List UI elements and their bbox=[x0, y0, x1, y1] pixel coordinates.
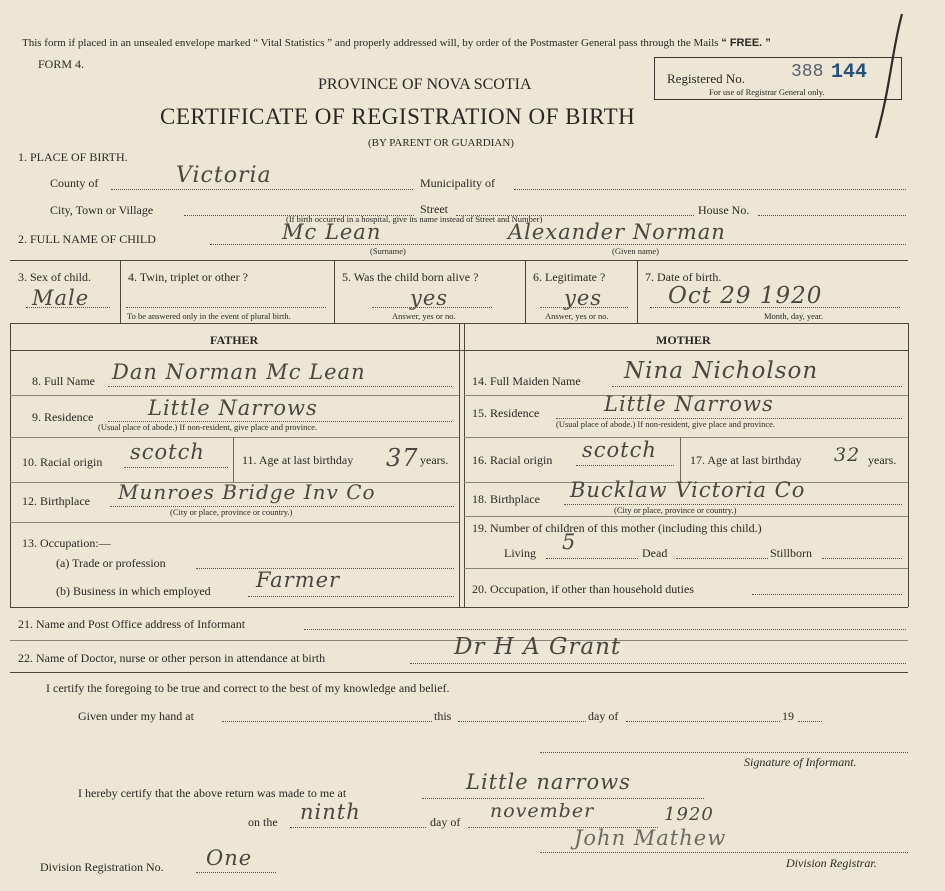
registrar-year-value: 1920 bbox=[664, 804, 714, 825]
place-of-birth-heading: 1. PLACE OF BIRTH. bbox=[18, 150, 128, 164]
mother-racial-value: scotch bbox=[582, 438, 657, 462]
rule bbox=[120, 260, 121, 323]
mother-age-label: 17. Age at last birthday bbox=[690, 453, 802, 467]
date-of-birth-line bbox=[650, 307, 900, 308]
mother-racial-line bbox=[576, 465, 674, 466]
form-number: FORM 4. bbox=[38, 57, 85, 71]
living-line bbox=[546, 558, 638, 559]
father-name-line bbox=[108, 386, 452, 387]
date-of-birth-label: 7. Date of birth. bbox=[645, 270, 722, 284]
division-registration-label: Division Registration No. bbox=[40, 860, 164, 874]
page-title: CERTIFICATE OF REGISTRATION OF BIRTH bbox=[160, 104, 636, 129]
father-name-value: Dan Norman Mc Lean bbox=[112, 360, 366, 384]
father-years-label: years. bbox=[420, 453, 449, 467]
business-label: (b) Business in which employed bbox=[56, 584, 211, 598]
rule bbox=[10, 607, 908, 608]
father-name-label: 8. Full Name bbox=[32, 374, 95, 388]
mail-notice-text: This form if placed in an unsealed envelope marked “ Vital Statistics ” and properly addressed will, by order of the Postmaster General pass through the Mails bbox=[22, 37, 719, 49]
mother-years-label: years. bbox=[868, 453, 897, 467]
stillborn-label: Stillborn bbox=[770, 546, 813, 560]
rule bbox=[464, 323, 465, 607]
dead-label: Dead bbox=[642, 546, 668, 560]
rule bbox=[908, 323, 909, 607]
business-value: Farmer bbox=[256, 568, 341, 592]
division-registration-value: One bbox=[206, 846, 253, 870]
father-age-label: 11. Age at last birthday bbox=[242, 453, 354, 467]
county-line bbox=[111, 189, 413, 190]
trade-label: (a) Trade or profession bbox=[56, 556, 166, 570]
registrar-day-line bbox=[290, 827, 426, 828]
mother-birthplace-note: (City or place, province or country.) bbox=[614, 505, 737, 515]
mother-occupation-line bbox=[752, 594, 902, 595]
dead-line bbox=[676, 558, 768, 559]
mail-notice bbox=[22, 37, 771, 49]
county-value: Victoria bbox=[176, 163, 272, 188]
division-registrar-caption: Division Registrar. bbox=[786, 856, 877, 870]
legitimate-caption: Answer, yes or no. bbox=[545, 311, 609, 321]
business-line bbox=[248, 596, 454, 597]
father-birthplace-value: Munroes Bridge Inv Co bbox=[118, 480, 376, 504]
father-racial-label: 10. Racial origin bbox=[22, 455, 103, 469]
father-age-value: 37 bbox=[386, 444, 419, 472]
father-racial-value: scotch bbox=[130, 440, 205, 464]
mother-residence-note: (Usual place of abode.) If non-resident, give place and province. bbox=[556, 419, 776, 429]
given-under-label: Given under my hand at bbox=[78, 709, 194, 723]
father-residence-note: (Usual place of abode.) If non-resident, give place and province. bbox=[98, 422, 318, 432]
doctor-line bbox=[410, 663, 906, 664]
year-prefix-label: 19 bbox=[782, 709, 794, 723]
father-heading: FATHER bbox=[210, 333, 259, 347]
day-of-label: day of bbox=[588, 709, 619, 723]
free-label: “ FREE. ” bbox=[721, 37, 771, 49]
mother-occupation-label: 20. Occupation, if other than household duties bbox=[472, 582, 694, 596]
occupation-label: 13. Occupation:— bbox=[22, 536, 111, 550]
child-given-value: Alexander Norman bbox=[508, 220, 726, 244]
house-line bbox=[758, 215, 906, 216]
registered-number: 144 bbox=[831, 61, 868, 84]
hospital-note: (If birth occurred in a hospital, give its name instead of Street and Number) bbox=[286, 214, 543, 224]
mother-heading: MOTHER bbox=[656, 333, 711, 347]
rule bbox=[10, 437, 459, 438]
registrar-day-of-label: day of bbox=[430, 815, 461, 829]
informant-signature-line bbox=[540, 752, 908, 753]
twin-line bbox=[126, 307, 326, 308]
father-residence-label: 9. Residence bbox=[32, 410, 94, 424]
county-label: County of bbox=[50, 176, 99, 190]
rule bbox=[10, 323, 11, 607]
father-residence-value: Little Narrows bbox=[148, 396, 318, 420]
alive-label: 5. Was the child born alive ? bbox=[342, 270, 479, 284]
registrar-signature: John Mathew bbox=[574, 826, 727, 850]
alive-value: yes bbox=[410, 286, 449, 310]
rule bbox=[525, 260, 526, 323]
rule bbox=[464, 437, 908, 438]
twin-note: To be answered only in the event of plural birth. bbox=[127, 311, 291, 321]
legitimate-label: 6. Legitimate ? bbox=[533, 270, 606, 284]
mother-birthplace-label: 18. Birthplace bbox=[472, 492, 540, 506]
father-birthplace-note: (City or place, province or country.) bbox=[170, 507, 293, 517]
alive-caption: Answer, yes or no. bbox=[392, 311, 456, 321]
stillborn-line bbox=[822, 558, 902, 559]
mother-residence-value: Little Narrows bbox=[604, 392, 774, 416]
date-caption: Month, day, year. bbox=[764, 311, 824, 321]
mother-birthplace-value: Bucklaw Victoria Co bbox=[570, 478, 806, 502]
registered-number-prefix: 388 bbox=[791, 62, 824, 82]
registrar-day-value: ninth bbox=[300, 800, 361, 824]
registrar-signature-line bbox=[540, 852, 908, 853]
child-name-line bbox=[210, 244, 906, 245]
rule bbox=[10, 350, 908, 351]
this-label: this bbox=[434, 709, 452, 723]
registered-label: Registered No. bbox=[667, 71, 745, 86]
registrar-statement: I hereby certify that the above return was made to me at bbox=[78, 786, 347, 800]
rule bbox=[334, 260, 335, 323]
rule bbox=[464, 516, 908, 517]
living-label: Living bbox=[504, 546, 536, 560]
doctor-label: 22. Name of Doctor, nurse or other person in attendance at birth bbox=[18, 651, 326, 665]
mother-name-line bbox=[612, 386, 902, 387]
month-line bbox=[626, 721, 780, 722]
rule bbox=[459, 323, 460, 607]
province-heading: PROVINCE OF NOVA SCOTIA bbox=[318, 76, 532, 93]
informant-line bbox=[304, 629, 906, 630]
sex-line bbox=[26, 307, 110, 308]
legitimate-value: yes bbox=[564, 286, 603, 310]
doctor-value: Dr H A Grant bbox=[454, 634, 622, 660]
rule bbox=[680, 437, 681, 482]
pen-stroke-mark bbox=[862, 10, 912, 150]
legitimate-line bbox=[540, 307, 628, 308]
city-label: City, Town or Village bbox=[50, 203, 154, 217]
informant-signature-caption: Signature of Informant. bbox=[744, 755, 857, 769]
alive-line bbox=[372, 307, 492, 308]
certify-statement: I certify the foregoing to be true and correct to the best of my knowledge and belief. bbox=[46, 681, 450, 695]
rule bbox=[10, 672, 908, 673]
children-count-label: 19. Number of children of this mother (including this child.) bbox=[472, 521, 762, 535]
registrar-place-line bbox=[422, 798, 704, 799]
rule bbox=[233, 437, 234, 482]
municipality-line bbox=[514, 189, 906, 190]
mother-name-label: 14. Full Maiden Name bbox=[472, 374, 581, 388]
on-the-label: on the bbox=[248, 815, 278, 829]
child-surname-value: Mc Lean bbox=[282, 220, 382, 244]
mother-age-value: 32 bbox=[834, 444, 861, 466]
registrar-place-value: Little narrows bbox=[466, 770, 631, 794]
given-name-caption: (Given name) bbox=[612, 246, 659, 256]
rule bbox=[10, 260, 908, 261]
child-name-label: 2. FULL NAME OF CHILD bbox=[18, 232, 156, 246]
twin-label: 4. Twin, triplet or other ? bbox=[128, 270, 248, 284]
given-place-line bbox=[222, 721, 432, 722]
registrar-general-note: For use of Registrar General only. bbox=[709, 87, 825, 97]
year-line bbox=[798, 721, 822, 722]
informant-label: 21. Name and Post Office address of Informant bbox=[18, 617, 246, 631]
municipality-label: Municipality of bbox=[420, 176, 495, 190]
page-subtitle: (BY PARENT OR GUARDIAN) bbox=[368, 137, 514, 149]
mother-residence-label: 15. Residence bbox=[472, 406, 540, 420]
mother-name-value: Nina Nicholson bbox=[624, 358, 819, 384]
division-registration-line bbox=[196, 872, 276, 873]
father-birthplace-label: 12. Birthplace bbox=[22, 494, 90, 508]
street-label: Street bbox=[420, 202, 448, 216]
rule bbox=[464, 568, 908, 569]
date-of-birth-value: Oct 29 1920 bbox=[668, 283, 823, 309]
rule bbox=[10, 522, 459, 523]
father-racial-line bbox=[124, 467, 228, 468]
sex-value: Male bbox=[32, 286, 90, 310]
rule bbox=[637, 260, 638, 323]
sex-label: 3. Sex of child. bbox=[18, 270, 91, 284]
house-label: House No. bbox=[698, 203, 750, 217]
living-value: 5 bbox=[562, 530, 577, 554]
mother-racial-label: 16. Racial origin bbox=[472, 453, 553, 467]
registrar-month-value: november bbox=[490, 800, 595, 822]
this-day-line bbox=[458, 721, 586, 722]
surname-caption: (Surname) bbox=[370, 246, 406, 256]
